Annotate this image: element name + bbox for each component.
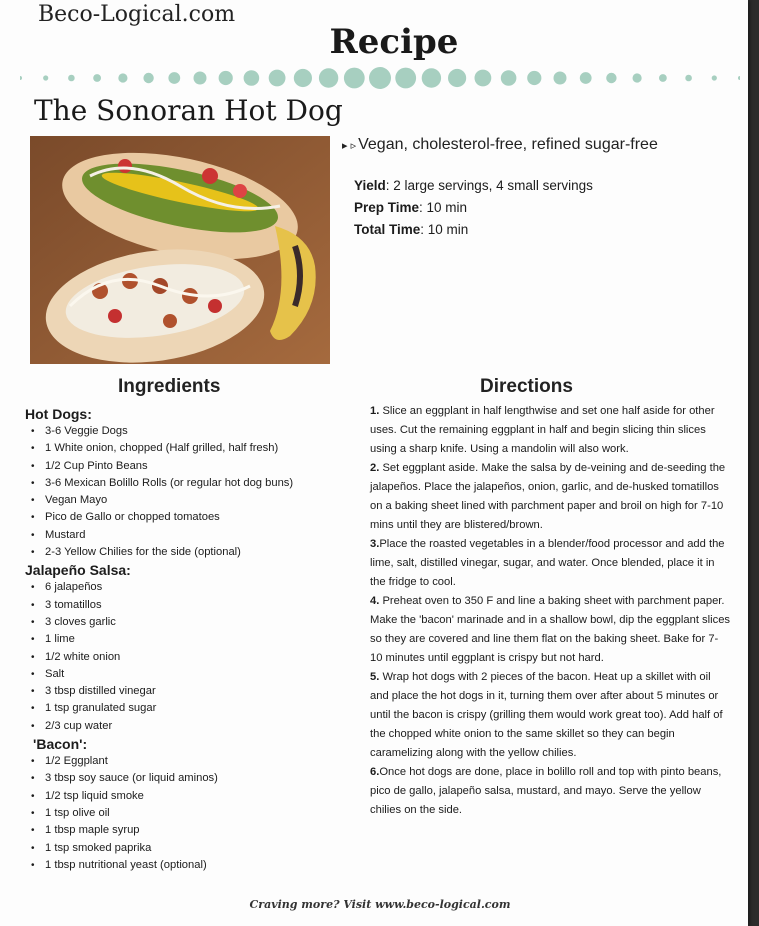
divider-dot — [395, 68, 416, 89]
list-item: • 1 lime — [45, 631, 345, 648]
ingredients-list — [25, 405, 345, 874]
list-item: • 1/2 Cup Pinto Beans — [45, 458, 345, 475]
divider-dot — [68, 75, 75, 82]
total-time-line: Total Time: 10 min — [354, 222, 469, 237]
divider-dot — [118, 73, 127, 82]
yield-line: Yield: 2 large servings, 4 small servings — [354, 178, 593, 193]
ingredients-title: Ingredients — [118, 376, 221, 397]
dot-divider — [20, 62, 740, 94]
divider-dot — [168, 72, 180, 84]
list-item: • 3 tbsp soy sauce (or liquid aminos) — [45, 770, 345, 787]
divider-dot — [633, 73, 642, 82]
list-item: • Mustard — [45, 527, 345, 544]
list-item: • 3-6 Veggie Dogs — [45, 423, 345, 440]
divider-dot — [344, 68, 365, 89]
direction-step: 3.Place the roasted vegetables in a blender/food processor and add the lime, salt, distilled vinegar, sugar, and water. Once blended, place it in the fridge to cool. — [370, 538, 725, 588]
list-item: • 1/2 tsp liquid smoke — [45, 788, 345, 805]
direction-step: 4. Preheat oven to 350 F and line a baking sheet with parchment paper. Make the 'bacon' marinade and in a shallow bowl, dip the eggplant slices so they are covered and line them flat on the baking sheet. Bake for 7-10 minutes until eggplant is crispy but not hard. — [370, 595, 731, 664]
list-item: • 2-3 Yellow Chilies for the side (optional) — [45, 544, 345, 561]
triangle-bullet-icon: ▸ ▹ — [342, 140, 357, 152]
directions-title: Directions — [480, 376, 573, 397]
list-item: • 3 cloves garlic — [45, 614, 345, 631]
list-item: • 2/3 cup water — [45, 718, 345, 735]
recipe-meta — [354, 175, 593, 241]
footer-link[interactable]: Craving more? Visit www.beco-logical.com — [249, 898, 511, 911]
divider-dot — [43, 75, 48, 80]
divider-dot — [20, 76, 22, 80]
directions-list — [370, 402, 730, 820]
divider-dot — [501, 70, 517, 86]
divider-dot — [244, 70, 260, 86]
divider-dot — [685, 75, 692, 82]
list-item: • 1/2 Eggplant — [45, 753, 345, 770]
page-heading: Recipe — [329, 22, 459, 62]
divider-dot — [422, 68, 441, 87]
ingredient-group-title: Hot Dogs: — [25, 406, 92, 422]
list-item: • 1 tbsp maple syrup — [45, 822, 345, 839]
list-item: • Pico de Gallo or chopped tomatoes — [45, 509, 345, 526]
hot-dogs-items — [25, 423, 345, 561]
divider-dot — [194, 72, 207, 85]
list-item: • 1 tsp olive oil — [45, 805, 345, 822]
divider-dot — [269, 70, 286, 87]
divider-dot — [448, 69, 466, 87]
divider-dot — [554, 72, 567, 85]
list-item: • 1 tsp granulated sugar — [45, 700, 345, 717]
direction-step: 5. Wrap hot dogs with 2 pieces of the bacon. Heat up a skillet with oil and place the hot dogs in it, turning them over after about 5 minutes or until the bacon is crispy (grilling them would work great too). Add half of the chopped white onion to the same skillet so they can begin caramelizing along with the yellow chilies. — [370, 671, 723, 759]
list-item: • 1 tbsp nutritional yeast (optional) — [45, 857, 345, 874]
list-item: • 1 White onion, chopped (Half grilled, half fresh) — [45, 440, 345, 457]
bacon-items — [25, 753, 345, 874]
divider-dot — [527, 71, 541, 85]
list-item: • 3 tomatillos — [45, 597, 345, 614]
list-item: • Salt — [45, 666, 345, 683]
prep-time-line: Prep Time: 10 min — [354, 200, 468, 215]
divider-dot — [580, 72, 592, 84]
list-item: • Vegan Mayo — [45, 492, 345, 509]
divider-dot — [712, 75, 717, 80]
divider-dot — [606, 73, 616, 83]
recipe-title: The Sonoran Hot Dog — [34, 94, 343, 127]
recipe-tagline: ▸ ▹ Vegan, cholesterol-free, refined sugar-free — [342, 136, 658, 153]
direction-step: 6.Once hot dogs are done, place in bolillo roll and top with pinto beans, pico de gallo, jalapeño salsa, mustard, and mayo. Serve the yellow chilies on the side. — [370, 766, 722, 816]
hot-dog-photo — [30, 136, 330, 364]
divider-dot — [369, 67, 391, 89]
direction-step: 2. Set eggplant aside. Make the salsa by de-veining and de-seeding the jalapeños. Place the jalapeños, onion, garlic, and de-husked tomatillos on a baking sheet lined with parchment paper and broil on high for 7-10 mins until they are blistered/brown. — [370, 462, 726, 531]
divider-dot — [319, 68, 338, 87]
divider-dot — [143, 73, 153, 83]
list-item: • 3 tbsp distilled vinegar — [45, 683, 345, 700]
list-item: • 1 tsp smoked paprika — [45, 840, 345, 857]
list-item: • 1/2 white onion — [45, 649, 345, 666]
divider-dot — [475, 70, 492, 87]
salsa-items — [25, 579, 345, 735]
divider-dot — [294, 69, 312, 87]
divider-dot — [659, 74, 667, 82]
site-name: Beco-Logical.com — [38, 2, 236, 27]
list-item: • 3-6 Mexican Bolillo Rolls (or regular hot dog buns) — [45, 475, 345, 492]
direction-step: 1. Slice an eggplant in half lengthwise and set one half aside for other uses. Cut the remaining eggplant in half and begin slicing thin slices using a sharp knife. Using a mandolin will also work. — [370, 405, 715, 455]
ingredient-group-title: Jalapeño Salsa: — [25, 562, 131, 579]
divider-dot — [219, 71, 233, 85]
ingredient-group-title: 'Bacon': — [33, 736, 88, 753]
divider-dot — [738, 76, 740, 80]
divider-dot — [93, 74, 101, 82]
list-item: • 6 jalapeños — [45, 579, 345, 596]
